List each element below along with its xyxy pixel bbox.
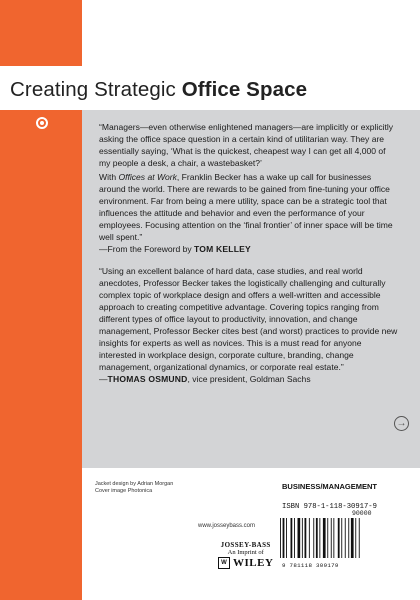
- jacket-credits: [95, 481, 173, 495]
- publisher-name: JOSSEY-BASS: [220, 541, 271, 549]
- quote2-book-title: Offices at Work: [118, 172, 177, 182]
- publisher-url[interactable]: www.josseybass.com: [198, 523, 256, 529]
- wiley-logo: [218, 557, 273, 569]
- wiley-mark-icon: W: [218, 557, 230, 569]
- quote2-attribution-prefix: —From the Foreword by: [99, 244, 194, 254]
- quote2-attribution-name: TOM KELLEY: [194, 244, 251, 254]
- top-white-block: [82, 0, 420, 66]
- isbn-text: ISBN 978-1-118-30917-9: [282, 503, 377, 511]
- quote3-body: “Using an excellent balance of hard data, case studies, and real world anecdotes, Professor Becker takes the logistically challenging and culturally complex topic of workplace design and offers a well-written and accessible approach to creating competitive advantage. Covering topics ranging from different types of office layout to productivity, innovation, and change management, Professor Becker cites best (and worst) practices to provide new insights for experts as well as novices. This is a must read for anyone interested in workplace design, corporate culture, branding, change management, organizational dynamics, or corporate real estate.”: [99, 266, 398, 372]
- quote3-attribution: [99, 374, 311, 384]
- circle-target-icon: [36, 117, 48, 129]
- quote-offices-at-work: [99, 171, 399, 255]
- cover-image-credit: Cover image Photonica: [95, 488, 153, 494]
- quote3-attribution-role: , vice president, Goldman Sachs: [187, 374, 311, 384]
- quote-osmund: [99, 265, 399, 385]
- quote-managers: “Managers—even otherwise enlightened managers—are implicitly or explicitly asking the office space question in a certain kind of utilitarian way. They are essentially saying, ‘What is the quickest, cheapest way I can get all 4,000 of my people a desk, a chair, a wastebasket?’: [99, 122, 394, 168]
- publisher-logo: [218, 541, 273, 569]
- quote2-body: , Franklin Becker has a wake up call for businesses around the world. There are rewards to be gained from fine-tuning your office environment. Far from being a mere utility, space can be a strategic tool that influences the attitude and behavior and even the performance of your employees. Focusing attention on the ‘final frontier’ of inner space will be time well spent.”: [99, 172, 393, 242]
- quote2-attribution: [99, 244, 251, 254]
- publisher-imprint: An Imprint of: [227, 549, 264, 556]
- book-title: [10, 78, 307, 102]
- quote3-attribution-dash: —: [99, 374, 108, 384]
- title-regular: Creating Strategic: [10, 78, 182, 101]
- quote2-lead: With: [99, 172, 119, 182]
- price-addon-code: 90000: [352, 510, 372, 517]
- title-bold: Office Space: [181, 78, 308, 101]
- quote3-attribution-name: THOMAS OSMUND: [107, 374, 188, 384]
- jacket-design-credit: Jacket design by Adrian Morgan: [95, 481, 174, 487]
- wiley-wordmark: WILEY: [233, 557, 274, 569]
- barcode-number: 9 781118 309179: [282, 562, 339, 569]
- arrow-right-circle-icon: →: [394, 416, 409, 431]
- category-label: BUSINESS/MANAGEMENT: [282, 482, 378, 491]
- barcode: [278, 516, 382, 560]
